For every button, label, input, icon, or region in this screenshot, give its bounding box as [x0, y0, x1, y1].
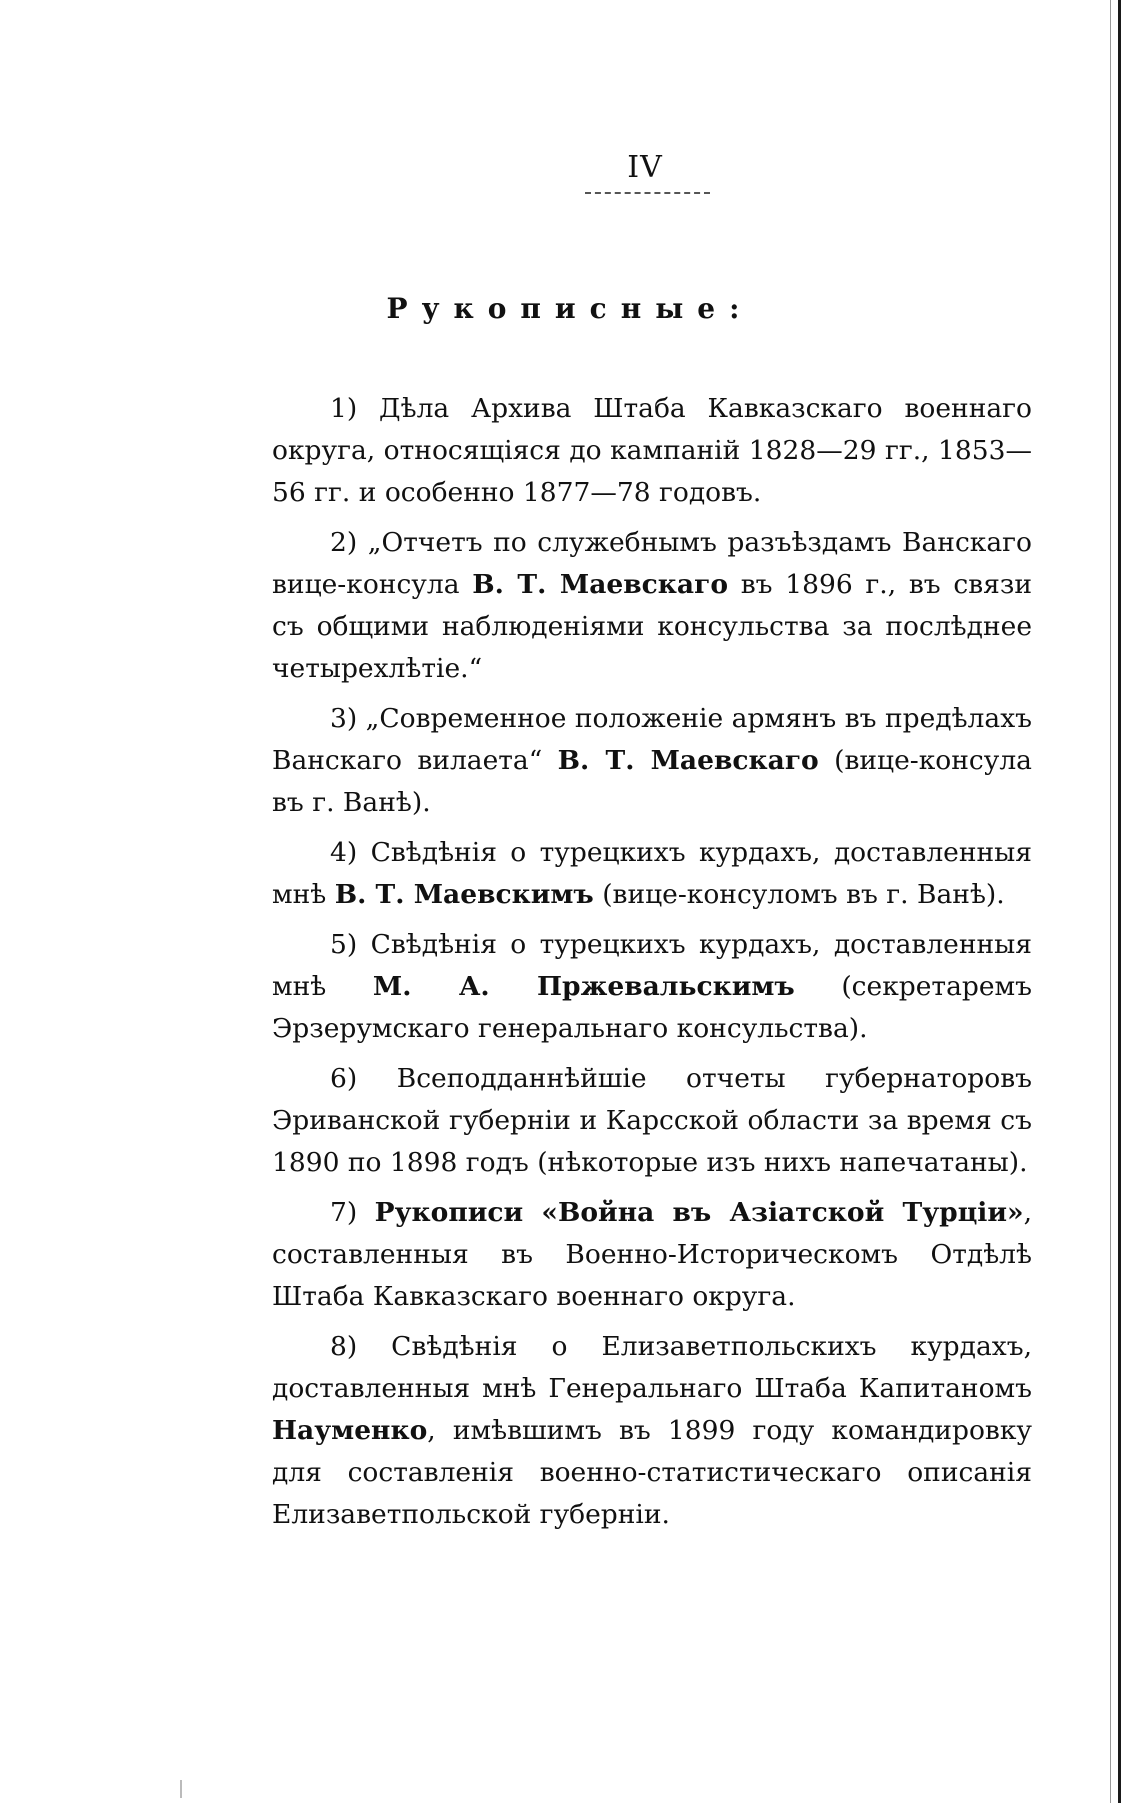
item-bold-name: В. Т. Маевскаго — [472, 569, 729, 600]
list-item — [272, 924, 1032, 1050]
item-bold-name: В. Т. Маевскимъ — [334, 879, 594, 910]
list-item — [272, 1058, 1032, 1184]
list-item — [272, 1326, 1032, 1536]
manuscript-list — [272, 388, 1032, 1544]
item-text-tail: , составленныя въ Военно-Историческомъ Отдѣлѣ Штаба Кавказскаго военнаго округа. — [272, 1197, 1032, 1312]
item-text-tail: (вице-консуломъ въ г. Ванѣ). — [593, 879, 1005, 910]
item-bold-name: В. Т. Маевскаго — [557, 745, 819, 776]
list-item — [272, 1192, 1032, 1318]
item-text: 5) Свѣдѣнія о турецкихъ курдахъ, доставленныя мнѣ — [272, 929, 1032, 1002]
page-edge-shadow — [1110, 0, 1111, 1803]
scan-mark — [180, 1780, 182, 1798]
item-bold-name: М. А. Пржевальскимъ — [372, 971, 795, 1002]
item-bold-title: Рукописи «Война въ Азіатской Турціи» — [374, 1197, 1024, 1228]
item-text: 8) Свѣдѣнія о Елизаветпольскихъ курдахъ, доставленныя мнѣ Генеральнаго Штаба Капитаномъ — [272, 1331, 1032, 1404]
item-text: 2) „Отчетъ по служебнымъ разъѣздамъ Ванскаго вице-консула — [272, 527, 1032, 600]
item-text: 4) Свѣдѣнія о турецкихъ курдахъ, доставленныя мнѣ — [272, 837, 1032, 910]
item-text: 1) Дѣла Архива Штаба Кавказскаго военнаго округа, относящіяся до кампаній 1828—29 гг., 1853—56 гг. и особенно 1877—78 годовъ. — [272, 393, 1032, 508]
item-text: 3) „Современное положеніе армянъ въ предѣлахъ Ванскаго вилаета“ — [272, 703, 1032, 776]
list-item — [272, 388, 1032, 514]
item-bold-name: Науменко — [272, 1415, 428, 1446]
list-item — [272, 832, 1032, 916]
list-item — [272, 522, 1032, 690]
list-item — [272, 698, 1032, 824]
item-text-tail: въ 1896 г., въ связи съ общими наблюденіями консульства за послѣднее четырехлѣтіе.“ — [272, 569, 1032, 684]
item-text-tail: , имѣвшимъ въ 1899 году командировку для составленія военно-статистическаго описанія Елизаветпольской губерніи. — [272, 1415, 1032, 1530]
section-heading: Рукописные: — [386, 292, 754, 325]
page-number-underline — [585, 192, 710, 194]
item-text-tail: (вице-консула въ г. Ванѣ). — [272, 745, 1032, 818]
page-number: IV — [627, 150, 663, 185]
page-edge-line — [1118, 0, 1121, 1803]
item-text-tail: (секретаремъ Эрзерумскаго генеральнаго консульства). — [272, 971, 1032, 1044]
item-text: 6) Всеподданнѣйшіе отчеты губернаторовъ Эриванской губерніи и Карсской области за время съ 1890 по 1898 годъ (нѣкоторые изъ нихъ напечатаны). — [272, 1063, 1032, 1178]
item-text: 7) — [330, 1197, 375, 1228]
